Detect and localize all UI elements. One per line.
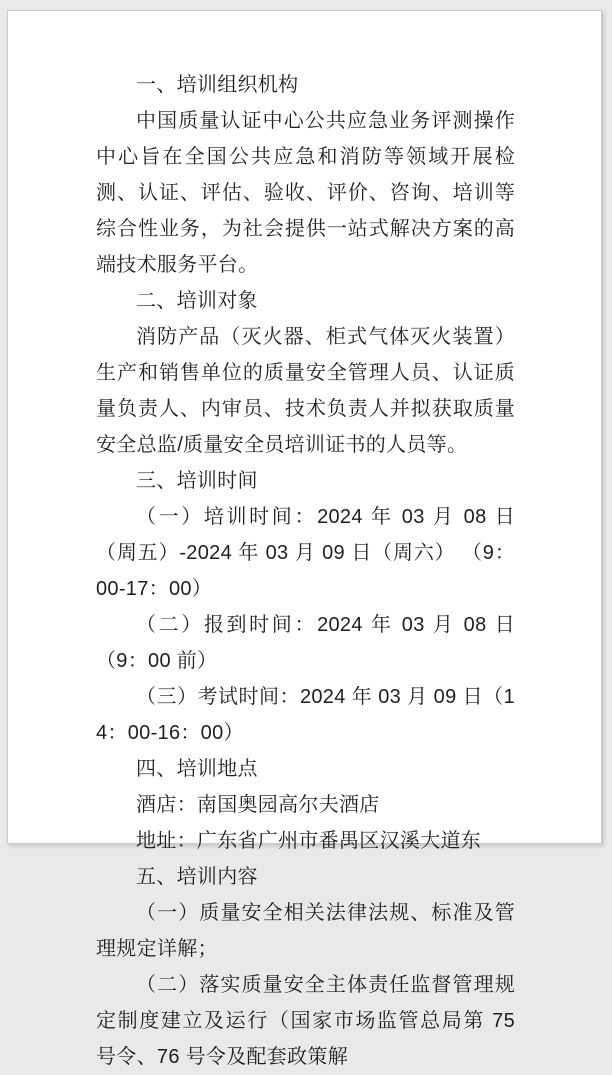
paragraph-registration-time: （二）报到时间：2024 年 03 月 08 日（9：00 前） bbox=[96, 614, 515, 672]
paragraph-exam-time: （三）考试时间：2024 年 03 月 09 日（14：00-16：00） bbox=[96, 686, 515, 744]
paragraph-hotel: 酒店：南国奥园高尔夫酒店 bbox=[136, 794, 380, 816]
section-heading-3-schedule: 三、培训时间 bbox=[136, 470, 258, 492]
paragraph-content-item-1: （一）质量安全相关法律法规、标准及管理规定详解； bbox=[96, 902, 515, 960]
section-heading-2-audience: 二、培训对象 bbox=[136, 290, 258, 312]
document-body bbox=[8, 11, 601, 1075]
paragraph-audience-description: 消防产品（灭火器、柜式气体灭火装置）生产和销售单位的质量安全管理人员、认证质量负责人、内审员、技术负责人并拟获取质量安全总监/质量安全员培训证书的人员等。 bbox=[96, 326, 515, 456]
section-heading-1-organizer: 一、培训组织机构 bbox=[136, 74, 299, 96]
paragraph-content-item-2: （二）落实质量安全主体责任监督管理规定制度建立及运行（国家市场监管总局第 75 号令、76 号令及配套政策解 bbox=[96, 974, 515, 1068]
section-heading-5-content: 五、培训内容 bbox=[136, 866, 258, 888]
paragraph-address: 地址：广东省广州市番禺区汉溪大道东 bbox=[136, 830, 482, 852]
paragraph-training-time: （一）培训时间：2024 年 03 月 08 日（周五）-2024 年 03 月 09 日（周六） （9：00-17：00） bbox=[96, 506, 515, 600]
paragraph-organizer-description: 中国质量认证中心公共应急业务评测操作中心旨在全国公共应急和消防等领域开展检测、认证、评估、验收、评价、咨询、培训等综合性业务，为社会提供一站式解决方案的高端技术服务平台。 bbox=[96, 110, 515, 276]
section-heading-4-location: 四、培训地点 bbox=[136, 758, 258, 780]
document-page bbox=[7, 10, 602, 1068]
